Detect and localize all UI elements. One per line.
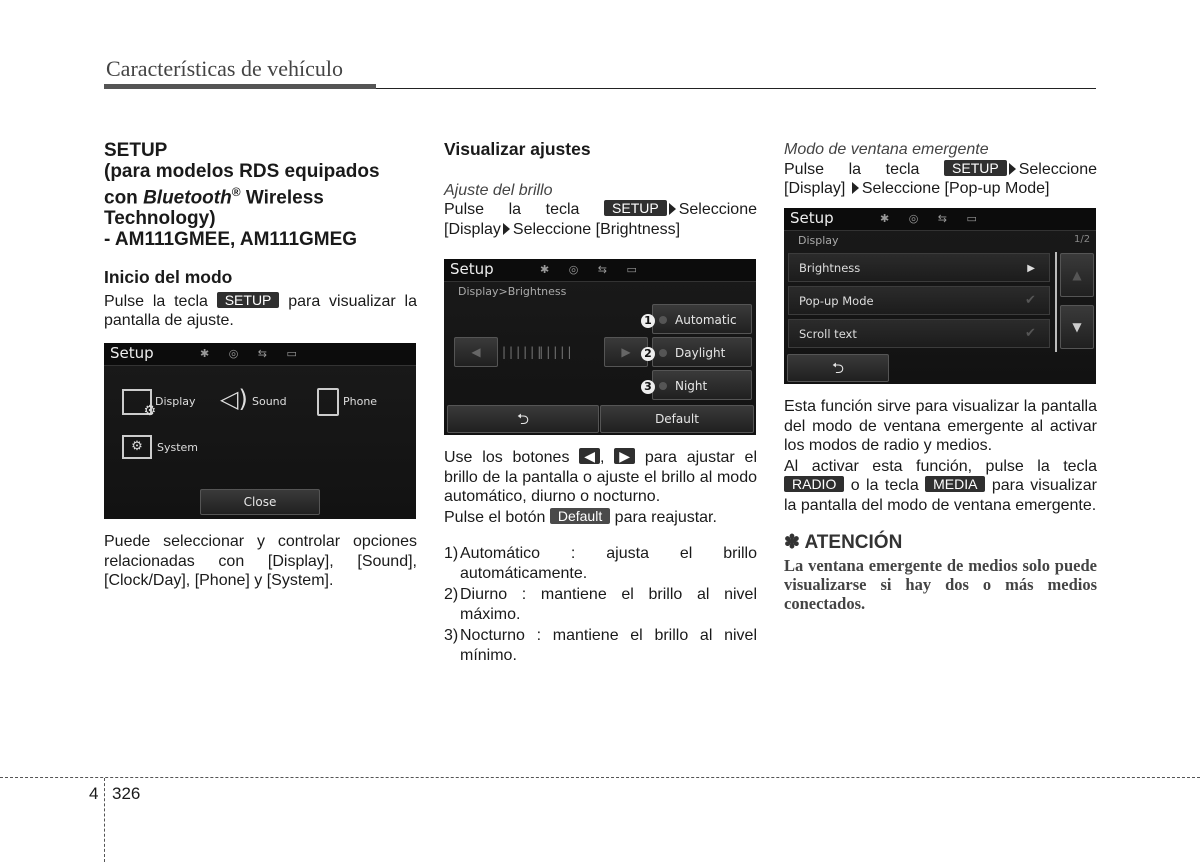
status-icons: ✱ ◎ ⇆ ▭ — [880, 212, 985, 225]
paragraph: Pulse la tecla SETUP Seleccione [Display Seleccione [Brightness] — [444, 200, 757, 238]
left-arrow-icon: ◀ — [579, 448, 600, 464]
screen-title: Setup — [450, 260, 494, 278]
screen-title: Setup — [110, 344, 154, 362]
back-arrow-icon: ⮌ — [447, 405, 599, 433]
right-arrow-icon: ▶ — [614, 448, 635, 464]
list-item: 2) Diurno : mantiene el brillo al nivel máximo. — [444, 586, 757, 623]
subsection-title: Inicio del modo — [104, 267, 233, 288]
section-label: Display — [798, 234, 839, 247]
checkbox-icon: ✔ — [1025, 326, 1036, 341]
section-title: Visualizar ajustes — [444, 139, 591, 159]
option-night: 3 Night — [652, 370, 752, 400]
column-3-lower — [784, 397, 1097, 613]
section-heading: SETUP (para modelos RDS equipados con Bluetooth® Wireless Technology) - AM111GMEE, AM111GMEG — [104, 140, 380, 251]
brightness-screen-image — [444, 259, 756, 435]
running-header: Características de vehículo — [106, 56, 344, 81]
column-2 — [444, 140, 757, 239]
increase-arrow-icon: ▶ — [604, 337, 648, 367]
page-indicator: 1/2 — [1074, 234, 1091, 245]
col1-paragraph-2: Puede seleccionar y controlar opciones relacionadas con [Display], [Sound], [Clock/Day], [Phone] y [System]. — [104, 533, 417, 589]
brightness-slider: |||||‖|||| — [502, 345, 575, 359]
mode-list — [444, 544, 757, 665]
paragraph: Pulse la tecla SETUP para visualizar la pantalla de ajuste. — [104, 291, 418, 330]
setup-screen-image — [104, 343, 416, 519]
display-screen-image — [784, 208, 1096, 384]
footer-divider — [104, 778, 105, 862]
menu-phone: Phone — [343, 395, 378, 408]
subsection-title: Ajuste del brillo — [444, 181, 553, 199]
system-gear-icon: ⚙ — [122, 435, 152, 459]
status-icons: ✱ ◎ ⇆ ▭ — [540, 263, 645, 276]
speaker-icon: ◁) — [220, 385, 248, 413]
header-rule-thick — [104, 84, 376, 89]
column-3 — [784, 140, 1097, 199]
back-arrow-icon: ⮌ — [787, 354, 889, 382]
default-key: Default — [550, 508, 610, 524]
paragraph: Esta función sirve para visualizar la pantalla del modo de ventana emergente al activar los modos de radio y medios. — [784, 398, 1097, 454]
media-key: MEDIA — [925, 476, 985, 492]
chapter-number: 4 — [89, 784, 99, 803]
attention-text: La ventana emergente de medios solo puede visualizarse si hay dos o más medios conectados. — [784, 555, 1097, 613]
scroll-down-icon: ▼ — [1060, 305, 1094, 349]
column-1 — [104, 140, 417, 331]
attention-title: ✽ ATENCIÓN — [784, 532, 903, 553]
radio-key: RADIO — [784, 476, 844, 492]
status-icons: ✱ ◎ ⇆ ▭ — [200, 347, 305, 360]
list-item-scroll-text: Scroll text ✔ — [788, 319, 1050, 348]
list-item: 1) Automático : ajusta el brillo automáticamente. — [444, 545, 757, 582]
chevron-right-icon: ▶ — [1027, 263, 1035, 274]
close-button: Close — [200, 489, 320, 515]
scroll-up-icon: ▲ — [1060, 253, 1094, 297]
list-item-brightness: Brightness ▶ — [788, 253, 1050, 282]
paragraph: Pulse la tecla SETUP Seleccione [Display] Seleccione [Pop-up Mode] — [784, 159, 1097, 197]
header-rule-thin — [376, 88, 1096, 89]
menu-system: System — [157, 441, 199, 454]
page-number: 326 — [112, 784, 141, 803]
breadcrumb: Display>Brightness — [458, 285, 567, 298]
footer-rule — [0, 777, 1200, 778]
setup-key: SETUP — [944, 160, 1007, 176]
option-daylight: 2 Daylight — [652, 337, 752, 367]
subsection-title: Modo de ventana emergente — [784, 141, 989, 158]
paragraph: Use los botones ◀ , ▶ para ajustar el brillo de la pantalla o ajuste el brillo al modo automático, diurno o nocturno. — [444, 448, 757, 505]
menu-display: Display — [155, 395, 196, 408]
default-button: Default — [600, 405, 754, 433]
list-item: 3) Nocturno : mantiene el brillo al nivel mínimo. — [444, 627, 757, 664]
scrollbar — [1055, 252, 1057, 352]
setup-key: SETUP — [604, 200, 667, 216]
paragraph: Pulse el botón Default para reajustar. — [444, 507, 717, 526]
paragraph: Al activar esta función, pulse la tecla RADIO o la tecla MEDIA para visualizar la pantalla del modo de ventana emergente. — [784, 457, 1097, 514]
column-2-lower — [444, 448, 757, 665]
phone-icon — [317, 388, 339, 416]
checkbox-icon: ✔ — [1025, 293, 1036, 308]
option-automatic: 1 Automatic — [652, 304, 752, 334]
decrease-arrow-icon: ◀ — [454, 337, 498, 367]
list-item-popup-mode: Pop-up Mode ✔ — [788, 286, 1050, 315]
display-icon: ⚙ — [122, 389, 152, 415]
menu-sound: Sound — [252, 395, 287, 408]
setup-key: SETUP — [217, 292, 280, 308]
screen-title: Setup — [790, 209, 834, 227]
